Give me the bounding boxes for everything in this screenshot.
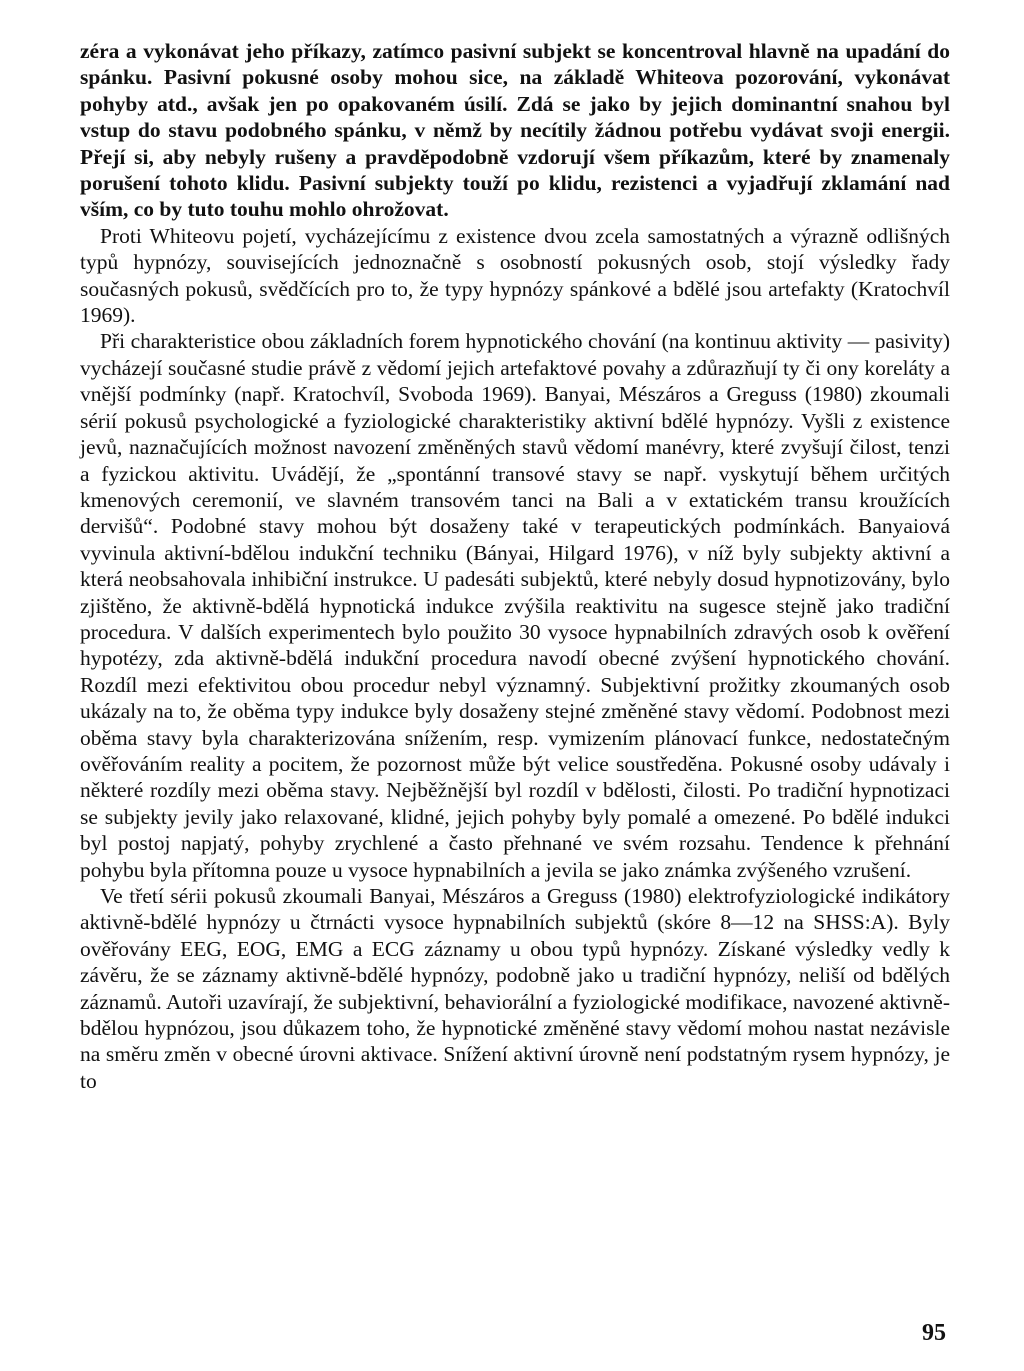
paragraph-4: Ve třetí sérii pokusů zkoumali Banyai, Mészáros a Greguss (1980) elektrofyziologické indikátory aktivně-bdělé hypnózy u čtrnácti vysoce hypnabilních subjektů (skóre 8—12 na SHSS:A). Byly ověřovány EEG, EOG, EMG a ECG záznamy u obou typů hypnózy. Získané výsledky vedly k závěru, že se záznamy aktivně-bdělé hypnózy, podobně jako u tradiční hypnózy, neliší od bdělých záznamů. Autoři uzavírají, že subjektivní, behaviorální a fyziologické modifikace, navozené aktivně-bdělou hypnózou, jsou důkazem toho, že hypnotické změněné stavy vědomí mohou nastat nezávisle na směru změn v obecné úrovni aktivace. Snížení aktivní úrovně není podstatným rysem hypnózy, je to — [80, 884, 950, 1093]
page-body — [80, 38, 950, 1338]
page-number: 95 — [922, 1320, 946, 1346]
paragraph-1: zéra a vykonávat jeho příkazy, zatímco pasivní subjekt se koncentroval hlavně na upadání do spánku. Pasivní pokusné osoby mohou sice, na základě Whiteova pozorování, vykonávat pohyby atd., avšak jen po opakovaném úsilí. Zdá se jako by jejich dominantní snahou byl vstup do stavu podobného spánku, v němž by necítily žádnou potřebu vydávat svoji energii. Přejí si, aby nebyly rušeny a pravděpodobně vzdorují všem příkazům, které by znamenaly porušení tohoto klidu. Pasivní subjekty touží po klidu, rezistenci a vyjadřují zklamání nad vším, co by tuto touhu mohlo ohrožovat. — [80, 39, 950, 222]
paragraph-2: Proti Whiteovu pojetí, vycházejícímu z existence dvou zcela samostatných a výrazně odlišných typů hypnózy, souvisejících jednoznačně s osobností pokusných osob, stojí výsledky řady současných pokusů, svědčících pro to, že typy hypnózy spánkové a bdělé jsou artefakty (Kratochvíl 1969). — [80, 223, 950, 328]
paragraph-3: Při charakteristice obou základních forem hypnotického chování (na kontinuu aktivity — pasivity) vycházejí současné studie právě z vědomí jejich artefaktové povahy a zdůrazňují ty či ony koreláty a vnější podmínky (např. Kratochvíl, Svoboda 1969). Banyai, Mészáros a Greguss (1980) zkoumali sérií pokusů psychologické a fyziologické charakteristiky aktivní bdělé hypnózy. Vyšli z existence jevů, naznačujících možnost navození změněných stavů vědomí manévry, které zvyšují čilost, tenzi a fyzickou aktivitu. Uvádějí, že „spontánní transové stavy se např. vyskytují během určitých kmenových ceremonií, ve slavném transovém tanci na Bali a v extatickém transu kroužících dervišů“. Podobné stavy mohou být dosaženy také v terapeutických podmínkách. Banyaiová vyvinula aktivní-bdělou indukční techniku (Bányai, Hilgard 1976), v níž byly subjekty aktivní a která neobsahovala inhibiční instrukce. U padesáti subjektů, které nebyly dosud hypnotizovány, bylo zjištěno, že aktivně-bdělá hypnotická indukce zvýšila reaktivitu na sugesce stejně jako tradiční procedura. V dalších experimentech bylo použito 30 vysoce hypnabilních zdravých osob k ověření hypotézy, zda aktivně-bdělá indukční procedura navodí obecné zvýšení hypnotického chování. Rozdíl mezi efektivitou obou procedur nebyl významný. Subjektivní prožitky zkoumaných osob ukázaly na to, že oběma typy indukce byly dosaženy stejné změněné stavy vědomí. Podobnost mezi oběma stavy byla charakterizována snížením, resp. vymizením plánovací funkce, nedostatečným ověřováním reality a pocitem, že pozornost může být velice soustředěna. Pokusné osoby udávaly i některé rozdíly mezi oběma stavy. Nejběžnější byl rozdíl v bdělosti, čilosti. Po tradiční hypnotizaci se subjekty jevily jako relaxované, klidné, jejich pohyby byly pomalé a omezené. Po bdělé indukci byl postoj napjatý, pohyby zrychlené a často přehnané ve svém rozsahu. Tendence k přehnání pohybu byla přítomna pouze u vysoce hypnabilních a jevila se jako známka zvýšeného vzrušení. — [80, 329, 950, 882]
